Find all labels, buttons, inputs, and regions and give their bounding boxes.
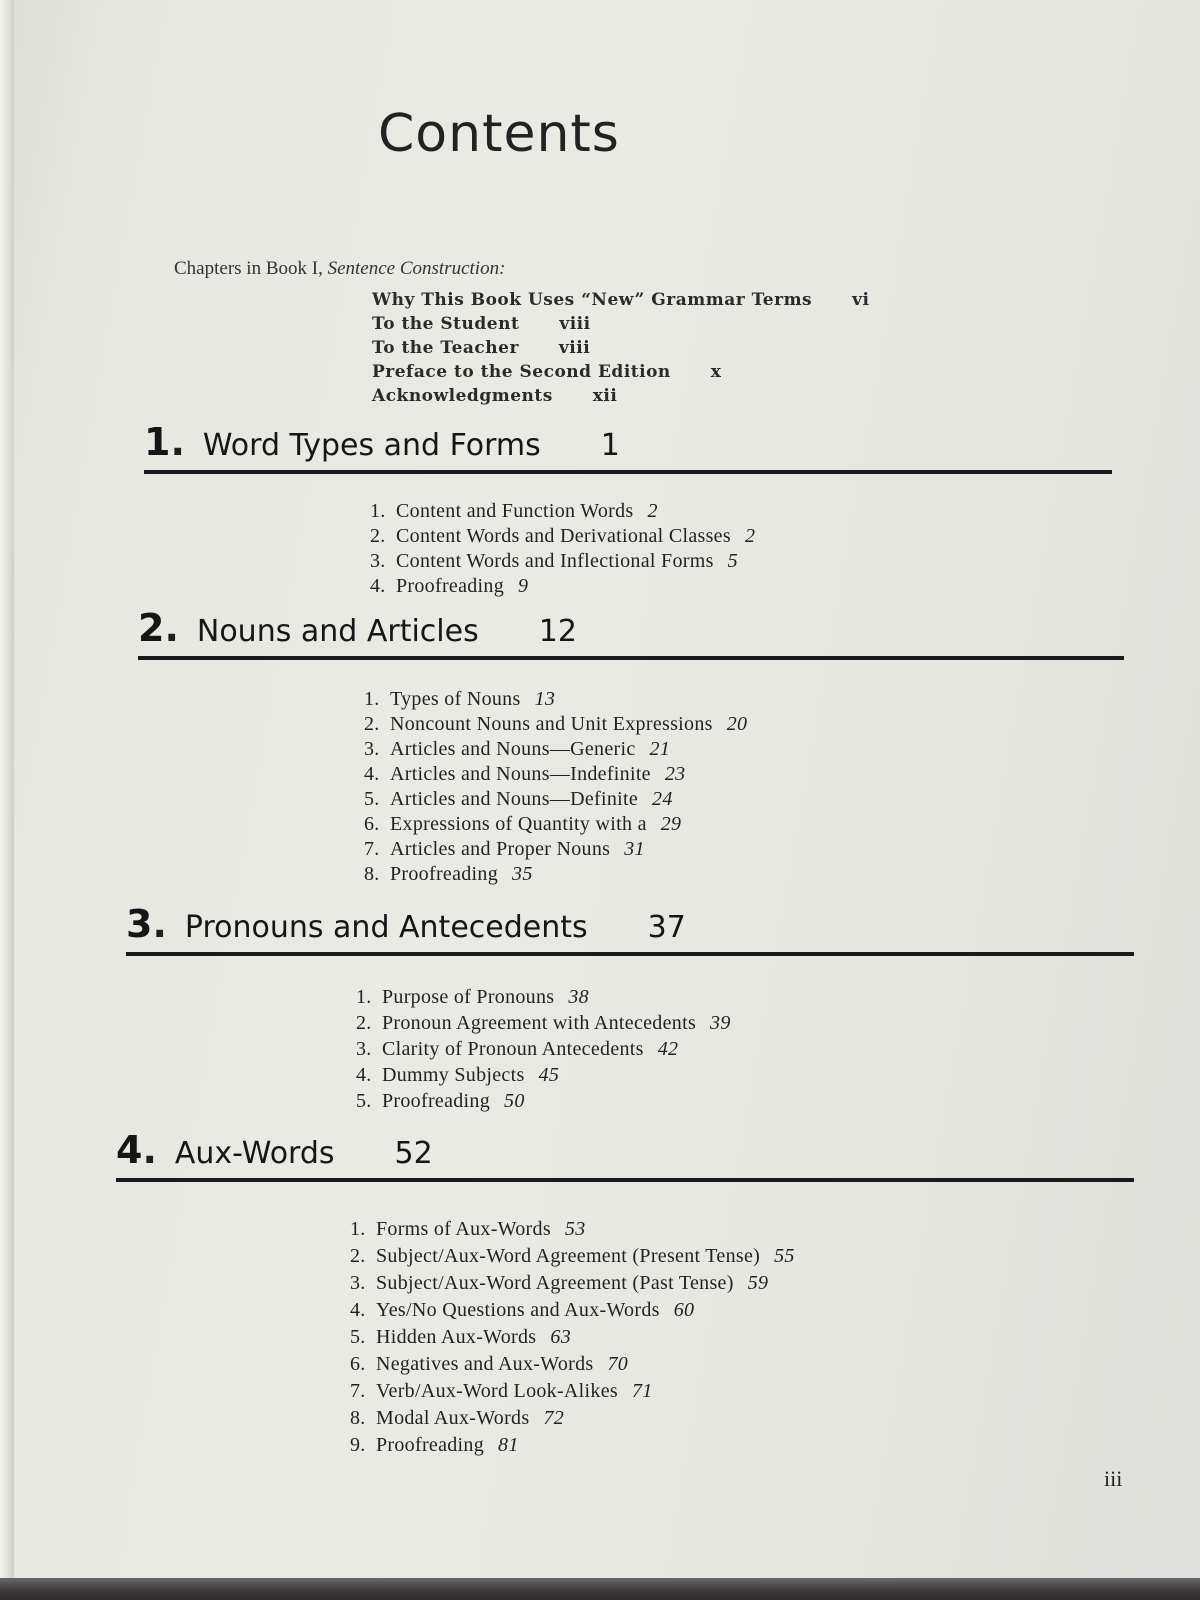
section-title: Proofreading [382,1090,491,1112]
section-title: Subject/Aux-Word Agreement (Past Tense) [376,1272,734,1294]
section-title: Purpose of Pronouns [382,986,555,1008]
section-number: 4. [364,763,380,785]
section-page: 29 [660,813,682,835]
section-title: Content and Function Words [396,500,634,522]
chapter-title: Word Types and Forms [202,428,541,463]
section-page: 9 [518,575,529,597]
section-page: 59 [747,1272,769,1294]
section-title: Content Words and Inflectional Forms [396,550,714,572]
section-page: 24 [652,788,673,810]
chapter-title: Aux-Words [174,1136,335,1171]
section-item [350,1353,795,1380]
section-number: 4. [356,1064,372,1086]
section-page: 38 [568,986,589,1008]
chapter-3-sections [356,986,731,1116]
section-number: 7. [364,838,380,860]
section-page: 2 [647,500,658,522]
section-page: 13 [534,688,556,710]
section-title: Articles and Nouns—Generic [390,738,636,760]
section-title: Proofreading [390,863,499,885]
section-item [364,763,747,788]
page-title: Contents [378,104,620,164]
section-number: 2. [370,525,386,547]
chapter-3-heading [126,902,1134,956]
front-matter-item [372,362,869,386]
section-number: 1. [370,500,386,522]
section-item [356,1090,731,1116]
section-number: 3. [364,738,380,760]
section-title: Hidden Aux-Words [376,1326,537,1348]
section-item [370,575,755,600]
book-intro [174,258,505,280]
background-surface [0,1578,1200,1600]
section-page: 70 [607,1353,629,1375]
front-matter-item [372,290,869,314]
section-page: 42 [657,1038,679,1060]
section-title: Types of Nouns [390,688,521,710]
section-item [350,1407,795,1434]
book-intro-title: Sentence Construction: [327,258,506,279]
section-title: Dummy Subjects [382,1064,525,1086]
section-number: 4. [370,575,386,597]
chapter-2-sections [364,688,747,888]
section-number: 4. [350,1299,366,1321]
front-matter-list [372,290,869,410]
chapter-rule [126,952,1134,956]
chapter-number: 4 [116,1128,143,1172]
section-item [370,525,755,550]
chapter-4-sections [350,1218,795,1461]
chapter-number-dot: . [170,420,185,464]
chapter-2-heading [138,606,1124,660]
section-title: Articles and Nouns—Definite [390,788,639,810]
section-page: 53 [564,1218,586,1240]
chapter-number: 1 [144,420,171,464]
section-item [350,1326,795,1353]
chapter-title: Pronouns and Antecedents [184,910,588,945]
section-number: 9. [350,1434,366,1456]
chapter-rule [116,1178,1134,1182]
section-page: 20 [726,713,748,735]
section-page: 60 [673,1299,695,1321]
section-item [350,1434,795,1461]
section-number: 6. [364,813,380,835]
section-item [350,1218,795,1245]
section-title: Pronoun Agreement with Antecedents [382,1012,697,1034]
section-number: 1. [364,688,380,710]
front-matter-item [372,386,869,410]
section-title: Yes/No Questions and Aux-Words [376,1299,660,1321]
section-page: 72 [543,1407,565,1429]
section-item [364,813,747,838]
chapter-1-sections [370,500,755,600]
section-number: 6. [350,1353,366,1375]
section-page: 31 [624,838,645,860]
front-matter-item [372,338,869,362]
page-number: iii [1104,1466,1123,1491]
section-number: 5. [350,1326,366,1348]
section-number: 1. [350,1218,366,1240]
section-item [356,1012,731,1038]
section-page: 35 [512,863,533,885]
section-title: Articles and Nouns—Indefinite [390,763,651,785]
section-item [350,1299,795,1326]
section-page: 71 [631,1380,653,1402]
section-title: Subject/Aux-Word Agreement (Present Tense) [376,1245,761,1267]
section-item [364,838,747,863]
section-title: Negatives and Aux-Words [376,1353,594,1375]
front-matter-title: To the Student [372,314,520,334]
section-number: 2. [364,713,380,735]
chapter-number: 3 [126,902,153,946]
chapter-number-dot: . [142,1128,157,1172]
section-number: 3. [370,550,386,572]
section-page: 50 [504,1090,525,1112]
section-title: Forms of Aux-Words [376,1218,551,1240]
front-matter-page: vi [852,290,870,310]
front-matter-title: Preface to the Second Edition [372,362,671,382]
section-title: Modal Aux-Words [376,1407,530,1429]
section-number: 5. [364,788,380,810]
chapter-page: 52 [394,1136,433,1171]
chapter-1-heading [144,420,1112,474]
book-intro-label: Chapters in Book I, [174,258,328,279]
front-matter-title: To the Teacher [372,338,519,358]
chapter-rule [138,656,1124,660]
section-item [370,500,755,525]
section-title: Verb/Aux-Word Look-Alikes [376,1380,618,1402]
section-item [350,1272,795,1299]
section-page: 21 [649,738,671,760]
front-matter-page: xii [592,386,618,406]
section-page: 55 [774,1245,795,1267]
section-item [370,550,755,575]
chapter-page: 12 [538,614,577,649]
section-number: 2. [350,1245,366,1267]
chapter-4-heading [116,1128,1134,1182]
front-matter-page: x [710,362,722,382]
section-item [364,788,747,813]
chapter-number: 2 [138,606,165,650]
section-title: Expressions of Quantity with a [390,813,647,835]
section-item [356,1038,731,1064]
section-page: 2 [744,525,756,547]
section-title: Articles and Proper Nouns [390,838,611,860]
section-number: 8. [364,863,380,885]
section-page: 45 [538,1064,560,1086]
chapter-title: Nouns and Articles [196,614,479,649]
section-item [364,863,747,888]
section-item [364,713,747,738]
section-number: 3. [356,1038,372,1060]
chapter-number-dot: . [164,606,179,650]
chapter-rule [144,470,1112,474]
front-matter-title: Why This Book Uses “New” Grammar Terms [372,290,813,310]
front-matter-page: viii [559,314,591,334]
section-number: 5. [356,1090,372,1112]
section-title: Clarity of Pronoun Antecedents [382,1038,644,1060]
section-page: 5 [727,550,738,572]
section-page: 39 [710,1012,731,1034]
section-item [364,738,747,763]
section-page: 81 [498,1434,519,1456]
section-item [350,1380,795,1407]
chapter-page: 37 [647,910,686,945]
section-page: 63 [550,1326,572,1348]
section-title: Proofreading [376,1434,485,1456]
section-item [356,986,731,1012]
section-number: 2. [356,1012,372,1034]
section-number: 1. [356,986,372,1008]
section-number: 7. [350,1380,366,1402]
section-title: Proofreading [396,575,505,597]
section-number: 8. [350,1407,366,1429]
section-page: 23 [664,763,686,785]
front-matter-item [372,314,869,338]
chapter-page: 1 [600,428,620,463]
section-title: Noncount Nouns and Unit Expressions [390,713,713,735]
section-item [356,1064,731,1090]
chapter-number-dot: . [152,902,167,946]
page-left-edge [0,0,14,1600]
section-item [364,688,747,713]
front-matter-title: Acknowledgments [372,386,553,406]
section-item [350,1245,795,1272]
section-title: Content Words and Derivational Classes [396,525,731,547]
front-matter-page: viii [558,338,591,358]
section-number: 3. [350,1272,366,1294]
